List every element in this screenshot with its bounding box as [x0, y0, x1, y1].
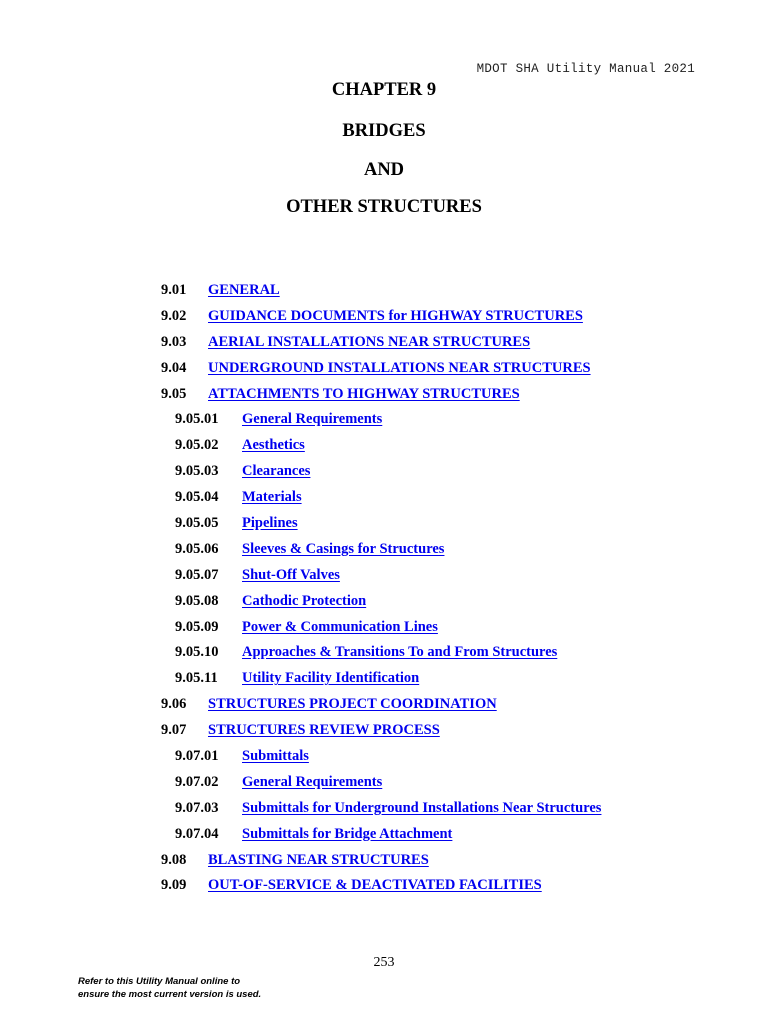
toc-entry [0, 487, 768, 513]
toc-section-number: 9.05.07 [175, 566, 219, 583]
toc-section-number: 9.07.01 [175, 748, 219, 765]
toc-section-link[interactable]: GENERAL [208, 282, 280, 298]
toc-section-number: 9.05.02 [175, 437, 219, 454]
toc-entry [0, 746, 768, 772]
toc-section-link[interactable]: Submittals for Bridge Attachment [242, 825, 453, 842]
footer-note-line2: ensure the most current version is used. [78, 988, 262, 1000]
toc-section-number: 9.09 [161, 877, 187, 894]
toc-entry [0, 409, 768, 435]
toc-entry [0, 772, 768, 798]
toc-section-number: 9.05.09 [175, 618, 219, 635]
toc-section-link[interactable]: Approaches & Transitions To and From Structures [242, 644, 558, 661]
toc-entry [0, 384, 768, 410]
toc-section-number: 9.05.11 [175, 670, 218, 687]
toc-section-number: 9.05.04 [175, 489, 219, 506]
toc-section-link[interactable]: Shut-Off Valves [242, 566, 340, 583]
toc-entry [0, 824, 768, 850]
toc-section-link[interactable]: Clearances [242, 463, 311, 480]
toc-section-number: 9.05.05 [175, 515, 219, 532]
toc-section-number: 9.01 [161, 282, 187, 298]
toc-section-link[interactable]: UNDERGROUND INSTALLATIONS NEAR STRUCTURES [208, 359, 591, 376]
toc-entry [0, 798, 768, 824]
toc-entry [0, 513, 768, 539]
toc-section-link[interactable]: Power & Communication Lines [242, 618, 438, 635]
toc-section-number: 9.06 [161, 696, 187, 713]
toc-section-number: 9.04 [161, 359, 187, 376]
toc-section-link[interactable]: Pipelines [242, 515, 298, 532]
toc-entry [0, 720, 768, 746]
toc-entry [0, 642, 768, 668]
toc-section-link[interactable]: Utility Facility Identification [242, 670, 420, 687]
toc-section-link[interactable]: AERIAL INSTALLATIONS NEAR STRUCTURES [208, 333, 531, 350]
toc-entry [0, 591, 768, 617]
toc-entry [0, 617, 768, 643]
page-number: 253 [373, 955, 395, 970]
toc-section-number: 9.03 [161, 333, 187, 350]
toc-entry [0, 850, 768, 876]
toc-section-link[interactable]: STRUCTURES REVIEW PROCESS [208, 722, 440, 739]
toc-section-link[interactable]: Submittals for Underground Installations Near Structures [242, 799, 602, 816]
toc-section-number: 9.02 [161, 307, 187, 324]
toc-section-link[interactable]: OUT-OF-SERVICE & DEACTIVATED FACILITIES [208, 877, 542, 894]
toc-section-link[interactable]: ATTACHMENTS TO HIGHWAY STRUCTURES [208, 385, 520, 402]
toc-section-link[interactable]: General Requirements [242, 773, 383, 790]
toc-entry [0, 694, 768, 720]
toc-section-link[interactable]: Sleeves & Casings for Structures [242, 540, 445, 557]
toc-entry [0, 668, 768, 694]
chapter-subtitle-bridges: BRIDGES [342, 121, 426, 141]
toc-section-link[interactable]: Materials [242, 489, 302, 506]
toc-entry [0, 358, 768, 384]
table-of-contents [0, 280, 768, 901]
toc-section-number: 9.07.02 [175, 773, 219, 790]
toc-section-number: 9.05.03 [175, 463, 219, 480]
toc-section-number: 9.05.01 [175, 411, 219, 428]
toc-section-number: 9.05.08 [175, 592, 219, 609]
toc-entry [0, 306, 768, 332]
toc-section-number: 9.08 [161, 851, 187, 868]
toc-entry [0, 539, 768, 565]
chapter-title: CHAPTER 9 [331, 80, 437, 100]
toc-section-link[interactable]: BLASTING NEAR STRUCTURES [208, 851, 429, 868]
toc-section-number: 9.07.04 [175, 825, 219, 842]
toc-section-link[interactable]: GUIDANCE DOCUMENTS for HIGHWAY STRUCTURES [208, 307, 583, 324]
toc-entry [0, 332, 768, 358]
toc-section-number: 9.05.10 [175, 644, 219, 661]
toc-entry [0, 875, 768, 901]
chapter-subtitle-other-structures: OTHER STRUCTURES [286, 197, 482, 217]
toc-entry [0, 435, 768, 461]
toc-section-link[interactable]: Submittals [242, 748, 309, 765]
manual-header: MDOT SHA Utility Manual 2021 [476, 62, 695, 76]
footer-note-line1: Refer to this Utility Manual online to [78, 976, 241, 987]
toc-entry [0, 565, 768, 591]
toc-section-number: 9.07.03 [175, 799, 219, 816]
footer-note [78, 976, 261, 1001]
toc-section-link[interactable]: Cathodic Protection [242, 592, 367, 609]
chapter-subtitle-and: AND [363, 160, 405, 180]
toc-section-number: 9.05 [161, 385, 187, 402]
toc-section-link[interactable]: General Requirements [242, 411, 383, 428]
toc-entry [0, 280, 768, 306]
toc-section-number: 9.05.06 [175, 540, 219, 557]
toc-section-link[interactable]: Aesthetics [242, 437, 305, 454]
toc-section-link[interactable]: STRUCTURES PROJECT COORDINATION [208, 696, 497, 713]
toc-section-number: 9.07 [161, 722, 187, 739]
toc-entry [0, 461, 768, 487]
